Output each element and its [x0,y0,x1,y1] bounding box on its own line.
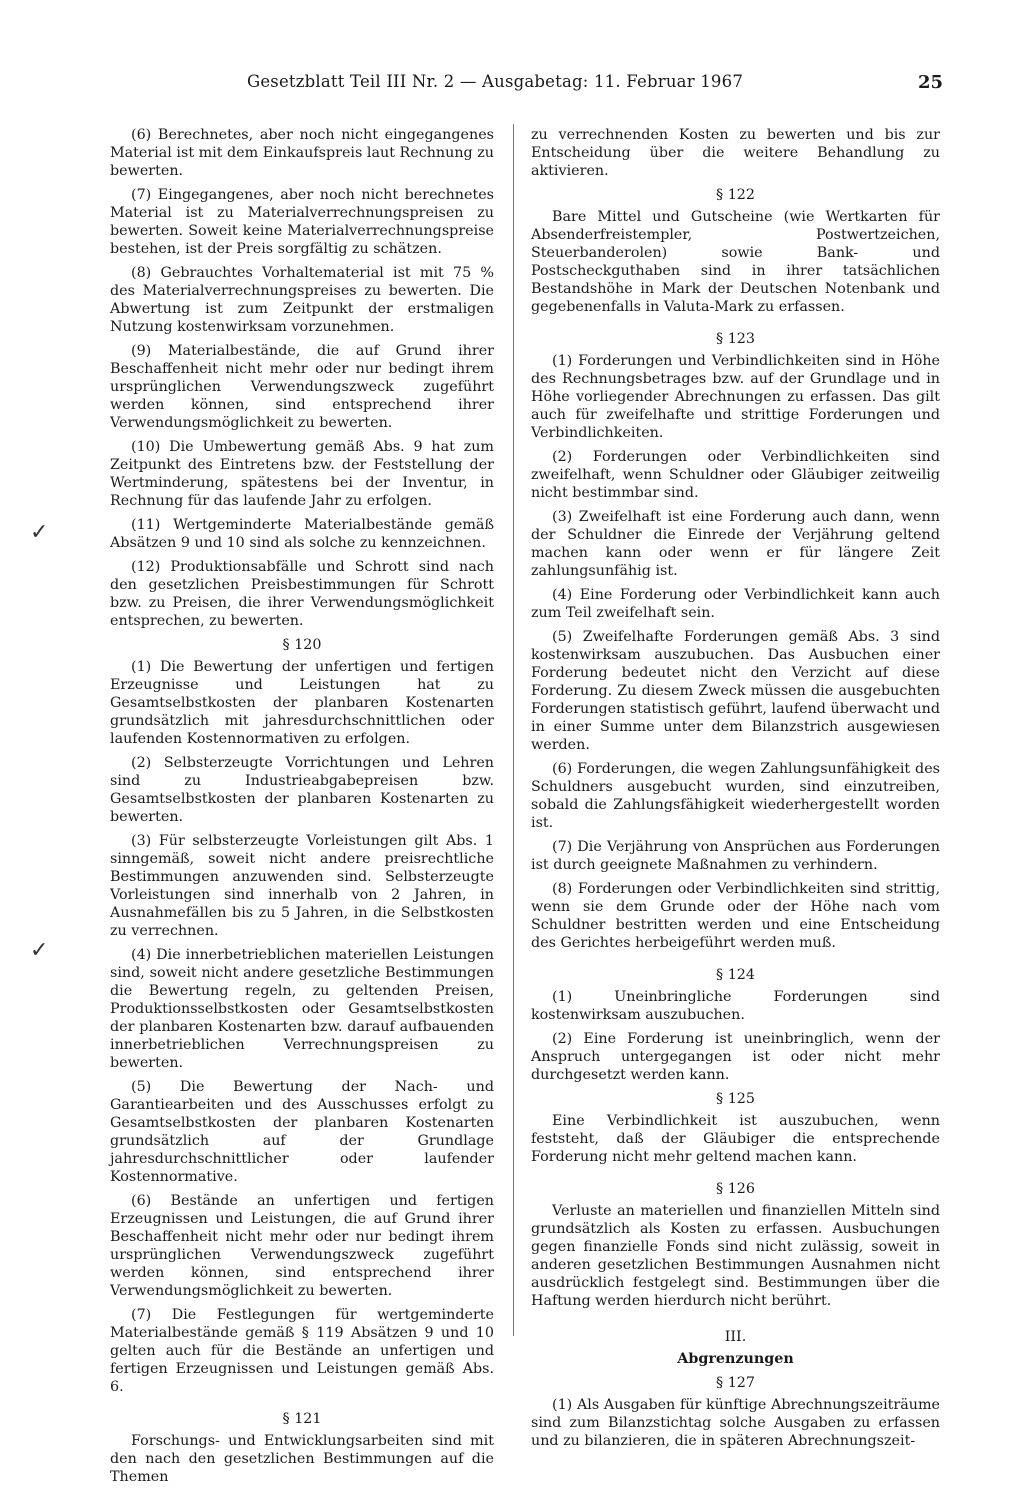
paragraph: (6) Bestände an unfertigen und fertigen Erzeugnissen und Leistungen, die auf Grund ihrer Beschaffenheit nicht mehr oder nur bedingt ihrem ursprünglichen Verwendungszweck zugeführt werden können, sind entsprechend ihrer Verwendungsmöglichkeit zu bewerten. [110,1193,494,1299]
section-heading: § 125 [716,1091,755,1107]
paragraph: Verluste an materiellen und finanziellen Mitteln sind grundsätzlich als Kosten zu erfassen. Ausbuchungen gegen finanzielle Fonds sind nicht zulässig, soweit in anderen gesetzlichen Bestimmungen Ausnahmen nicht ausdrücklich festgelegt sind. Bestimmungen über die Haftung werden hierdurch nicht berührt. [531,1203,940,1309]
section-heading: § 122 [716,187,755,203]
page-header [0,72,1024,96]
paragraph: (7) Die Verjährung von Ansprüchen aus Forderungen ist durch geeignete Maßnahmen zu verhindern. [531,839,940,873]
paragraph: (1) Als Ausgaben für künftige Abrechnungszeiträume sind zum Bilanzstichtag solche Ausgaben zu erfassen und zu bilanzieren, die in späteren Abrechnungszeit- [531,1397,940,1449]
paragraph: (3) Für selbsterzeugte Vorleistungen gilt Abs. 1 sinngemäß, soweit nicht andere preisrechtliche Bestimmungen anzuwenden sind. Selbsterzeugte Vorleistungen sind innerhalb von 2 Jahren, in Ausnahmefällen bis zu 5 Jahren, in die Selbstkosten zu verrechnen. [110,833,494,939]
part-number: III. [724,1329,747,1345]
paragraph: (7) Eingegangenes, aber noch nicht berechnetes Material ist zu Materialverrechnungspreisen zu bewerten. Soweit keine Materialverrechnungspreise bestehen, ist der Preis sorgfältig zu schätzen. [110,187,494,257]
column-divider [513,124,514,1336]
paragraph: (1) Die Bewertung der unfertigen und fertigen Erzeugnisse und Leistungen hat zu Gesamtselbstkosten der planbaren Kostenarten grundsätzlich mit jahresdurchschnittlichen oder laufenden Kostennormativen zu erfolgen. [110,659,494,747]
paragraph: (6) Forderungen, die wegen Zahlungsunfähigkeit des Schuldners ausgebucht wurden, sind einzutreiben, sobald die Zahlungsfähigkeit wiederhergestellt worden ist. [531,761,940,831]
paragraph: (1) Forderungen und Verbindlichkeiten sind in Höhe des Rechnungsbetrages bzw. auf der Grundlage und in Höhe vorliegender Abrechnungen zu erfassen. Das gilt auch für zweifelhafte und strittige Forderungen und Verbindlichkeiten. [531,353,940,441]
section-heading: § 127 [716,1375,755,1391]
paragraph: (9) Materialbestände, die auf Grund ihrer Beschaffenheit nicht mehr oder nur bedingt ihrem ursprünglichen Verwendungszweck zugeführt werden können, sind entsprechend ihrer Verwendungsmöglichkeit zu bewerten. [110,343,494,431]
gazette-title: Gesetzblatt Teil III Nr. 2 — Ausgabetag: 11. Februar 1967 [246,72,744,91]
paragraph: (2) Selbsterzeugte Vorrichtungen und Lehren sind zu Industrieabgabepreisen bzw. Gesamtselbstkosten der planbaren Kostenarten zu bewerten. [110,755,494,825]
paragraph: (8) Forderungen oder Verbindlichkeiten sind strittig, wenn sie dem Grunde oder der Höhe nach vom Schuldner bestritten werden und eine Entscheidung des Gerichtes herbeigeführt werden muß. [531,881,940,951]
section-heading: § 123 [716,331,755,347]
paragraph: (1) Uneinbringliche Forderungen sind kostenwirksam auszubuchen. [531,989,940,1023]
paragraph: (7) Die Festlegungen für wertgeminderte Materialbestände gemäß § 119 Absätzen 9 und 10 gelten auch für die Bestände an unfertigen und fertigen Erzeugnissen und Leistungen gemäß Abs. 6. [110,1307,494,1395]
checkmark-icon: ✓ [30,520,49,545]
paragraph: (11) Wertgeminderte Materialbestände gemäß Absätzen 9 und 10 sind als solche zu kennzeichnen. [110,517,494,551]
paragraph: (3) Zweifelhaft ist eine Forderung auch dann, wenn der Schuldner die Einrede der Verjährung geltend machen kann oder wenn er für längere Zeit zahlungsunfähig ist. [531,509,940,579]
section-heading: § 126 [716,1181,755,1197]
paragraph: Eine Verbindlichkeit ist auszubuchen, wenn feststeht, daß der Gläubiger die entsprechende Forderung nicht mehr geltend machen kann. [531,1113,940,1165]
paragraph: (10) Die Umbewertung gemäß Abs. 9 hat zum Zeitpunkt des Eintretens bzw. der Feststellung der Wertminderung, spätestens bei der Inventur, in Rechnung für das laufende Jahr zu erfolgen. [110,439,494,509]
left-column [110,126,494,1492]
paragraph: (2) Eine Forderung ist uneinbringlich, wenn der Anspruch untergegangen ist oder nicht mehr durchgesetzt werden kann. [531,1031,940,1083]
paragraph: Forschungs- und Entwicklungsarbeiten sind mit den nach den gesetzlichen Bestimmungen auf die Themen [110,1433,494,1485]
part-title: Abgrenzungen [677,1351,794,1367]
paragraph: (5) Zweifelhafte Forderungen gemäß Abs. 3 sind kostenwirksam auszubuchen. Das Ausbuchen einer Forderung bedeutet nicht den Verzicht auf diese Forderung. Zu diesem Zweck müssen die ausgebuchten Forderungen statistisch geführt, laufend überwacht und in einer Summe unter dem Bilanzstrich ausgewiesen werden. [531,629,940,753]
page-number: 25 [918,72,944,93]
paragraph: (2) Forderungen oder Verbindlichkeiten sind zweifelhaft, wenn Schuldner oder Gläubiger zeitweilig nicht bestimmbar sind. [531,449,940,501]
paragraph: (12) Produktionsabfälle und Schrott sind nach den gesetzlichen Preisbestimmungen für Schrott bzw. zu Preisen, die ihrer Verwendungsmöglichkeit entsprechen, zu bewerten. [110,559,494,629]
paragraph: (4) Die innerbetrieblichen materiellen Leistungen sind, soweit nicht andere gesetzliche Bestimmungen die Bewertung regeln, zu geltenden Preisen, Produktionsselbstkosten oder Gesamtselbstkosten der planbaren Kostenarten bzw. darauf aufbauenden innerbetrieblichen Verrechnungspreisen zu bewerten. [110,947,494,1071]
paragraph: (6) Berechnetes, aber noch nicht eingegangenes Material ist mit dem Einkaufspreis laut Rechnung zu bewerten. [110,127,494,179]
paragraph: Bare Mittel und Gutscheine (wie Wertkarten für Absenderfreistempler, Postwertzeichen, Steuerbanderolen) sowie Bank- und Postscheckguthaben sind in ihrer tatsächlichen Bestandshöhe in Mark der Deutschen Notenbank und gegebenenfalls in Valuta-Mark zu erfassen. [531,209,940,315]
paragraph: (4) Eine Forderung oder Verbindlichkeit kann auch zum Teil zweifelhaft sein. [531,587,940,621]
section-heading: § 120 [282,637,322,653]
paragraph: (8) Gebrauchtes Vorhaltematerial ist mit 75 % des Materialverrechnungspreises zu bewerten. Die Abwertung ist zum Zeitpunkt der erstmaligen Nutzung kostenwirksam vorzunehmen. [110,265,494,335]
section-heading: § 121 [282,1411,322,1427]
paragraph: (5) Die Bewertung der Nach- und Garantiearbeiten und des Ausschusses erfolgt zu Gesamtselbstkosten der planbaren Kostenarten grundsätzlich auf der Grundlage jahresdurchschnittlicher oder laufender Kostennormative. [110,1079,494,1185]
paragraph: zu verrechnenden Kosten zu bewerten und bis zur Entscheidung über die weitere Behandlung zu aktivieren. [531,127,940,179]
section-heading: § 124 [716,967,755,983]
checkmark-icon: ✓ [30,938,49,963]
right-column [531,126,940,1456]
